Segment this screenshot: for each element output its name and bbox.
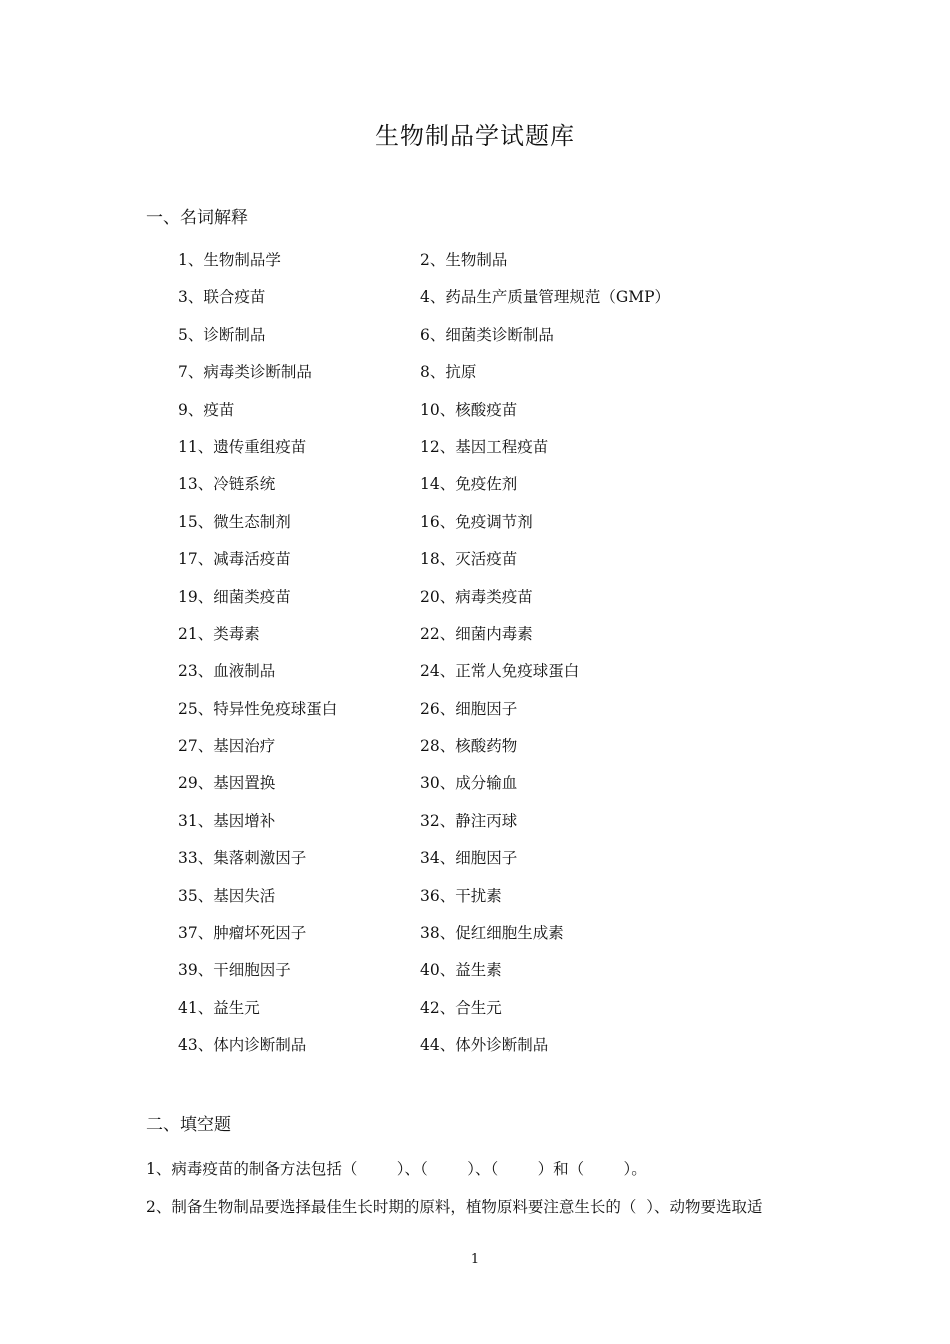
term-item: 16、免疫调节剂 (420, 512, 533, 531)
term-item: 38、促红细胞生成素 (420, 924, 564, 943)
term-item: 34、细胞因子 (420, 849, 518, 868)
term-item: 29、基因置换 (178, 774, 276, 793)
term-row (178, 435, 798, 472)
term-item: 3、联合疫苗 (178, 288, 266, 307)
fill-question-2: 2、制备生物制品要选择最佳生长时期的原料，植物原料要注意生长的（ ）、动物要选取适 (146, 1198, 763, 1216)
term-row (178, 285, 798, 322)
term-item: 9、疫苗 (178, 400, 235, 419)
term-item: 19、细菌类疫苗 (178, 587, 291, 606)
term-item: 20、病毒类疫苗 (420, 587, 533, 606)
term-item: 26、细胞因子 (420, 699, 518, 718)
term-item: 4、药品生产质量管理规范（GMP） (420, 288, 671, 307)
term-item: 27、基因治疗 (178, 737, 276, 756)
term-item: 11、遗传重组疫苗 (178, 437, 307, 456)
page-number: 1 (470, 1252, 480, 1267)
term-row (178, 323, 798, 360)
section-heading-fill-in-blank: 二、填空题 (146, 1115, 231, 1135)
term-item: 28、核酸药物 (420, 737, 518, 756)
term-item: 37、肿瘤坏死因子 (178, 924, 307, 943)
term-item: 32、静注丙球 (420, 811, 518, 830)
term-item: 31、基因增补 (178, 811, 276, 830)
term-row (178, 360, 798, 397)
term-item: 23、血液制品 (178, 662, 276, 681)
term-item: 44、体外诊断制品 (420, 1036, 549, 1055)
term-item: 24、正常人免疫球蛋白 (420, 662, 580, 681)
term-item: 2、生物制品 (420, 251, 508, 269)
term-row (178, 809, 798, 846)
term-item: 30、成分输血 (420, 774, 518, 793)
term-item: 8、抗原 (420, 363, 477, 382)
term-item: 35、基因失活 (178, 886, 276, 905)
term-row (178, 884, 798, 921)
term-item: 13、冷链系统 (178, 475, 276, 494)
term-row (178, 996, 798, 1033)
term-item: 42、合生元 (420, 998, 502, 1017)
term-item: 5、诊断制品 (178, 325, 266, 344)
term-item: 41、益生元 (178, 998, 260, 1017)
term-row (178, 585, 798, 622)
term-item: 39、干细胞因子 (178, 961, 291, 980)
term-item: 33、集落刺激因子 (178, 849, 307, 868)
term-row (178, 1033, 798, 1070)
term-row (178, 510, 798, 547)
term-item: 12、基因工程疫苗 (420, 437, 549, 456)
term-item: 10、核酸疫苗 (420, 400, 518, 419)
term-item: 15、微生态制剂 (178, 512, 291, 531)
term-item: 21、类毒素 (178, 624, 260, 643)
document-title: 生物制品学试题库 (375, 122, 575, 150)
term-item: 17、减毒活疫苗 (178, 550, 291, 569)
term-item: 1、生物制品学 (178, 251, 281, 269)
term-row (178, 958, 798, 995)
term-item: 22、细菌内毒素 (420, 624, 533, 643)
term-row (178, 921, 798, 958)
term-row (178, 659, 798, 696)
term-item: 7、病毒类诊断制品 (178, 363, 312, 382)
term-row (178, 248, 798, 285)
section-heading-definitions: 一、名词解释 (146, 208, 248, 228)
term-row (178, 846, 798, 883)
term-item: 18、灭活疫苗 (420, 550, 518, 569)
term-item: 14、免疫佐剂 (420, 475, 518, 494)
term-item: 36、干扰素 (420, 886, 502, 905)
term-row (178, 472, 798, 509)
term-row (178, 622, 798, 659)
term-row (178, 734, 798, 771)
fill-question-1: 1、病毒疫苗的制备方法包括（ ）、（ ）、（ ）和（ ）。 (146, 1160, 647, 1178)
term-row (178, 771, 798, 808)
term-row (178, 547, 798, 584)
term-item: 40、益生素 (420, 961, 502, 980)
term-list (178, 248, 798, 1071)
term-row (178, 697, 798, 734)
term-item: 25、特异性免疫球蛋白 (178, 699, 338, 718)
term-item: 43、体内诊断制品 (178, 1036, 307, 1055)
term-row (178, 398, 798, 435)
term-item: 6、细菌类诊断制品 (420, 325, 554, 344)
